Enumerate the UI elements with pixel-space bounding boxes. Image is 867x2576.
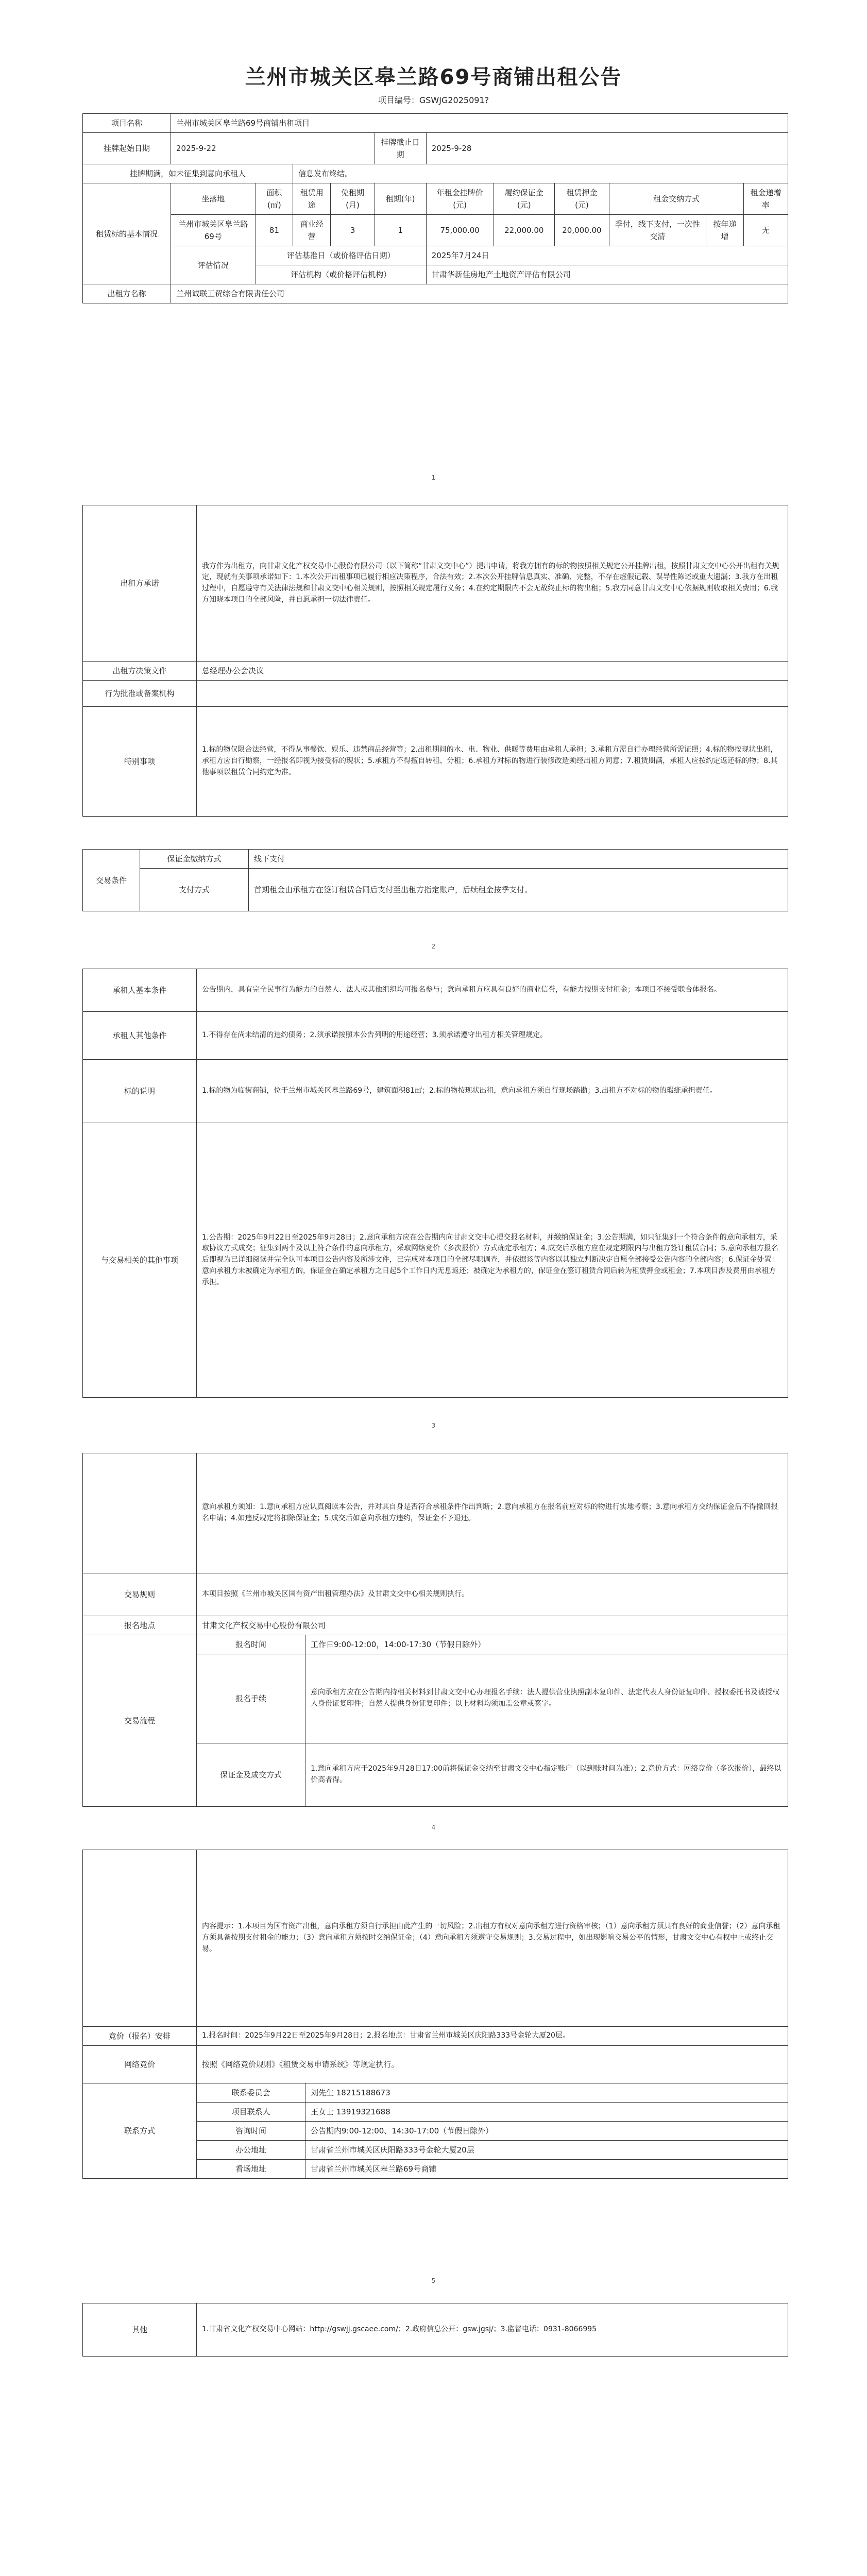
contact-item-value: 刘先生 18215188673 xyxy=(305,2083,788,2103)
page-number: 5 xyxy=(431,2277,436,2284)
lessee-other-text: 1.不得存在尚未结清的违约债务；2.须承诺按照本公告列明的用途经营；3.须承诺遵守出租方相关管理规定。 xyxy=(197,1012,788,1060)
eval-org-value: 甘肃华新佳房地产土地资产评估有限公司 xyxy=(426,265,788,284)
listing-end-value: 2025-9-28 xyxy=(426,133,788,164)
other-table xyxy=(82,2303,788,2357)
online-bid-text: 按照《网络竞价规则》《租赁交易申请系统》等规定执行。 xyxy=(197,2046,788,2083)
project-name-value: 兰州市城关区皋兰路69号商铺出租项目 xyxy=(171,114,788,133)
deposit-method-value: 线下支付 xyxy=(249,850,788,869)
asset-cell: 商业经营 xyxy=(293,215,331,246)
decision-doc-value: 总经理办公会决议 xyxy=(197,662,788,681)
special-items-label: 特别事项 xyxy=(83,707,197,817)
asset-note-label: 标的说明 xyxy=(83,1060,197,1123)
trade-process-label: 交易流程 xyxy=(83,1635,197,1807)
lessee-basic-label: 承租人基本条件 xyxy=(83,969,197,1012)
asset-header: 免租期(月) xyxy=(331,183,375,215)
payment-method-value: 首期租金由承租方在签订租赁合同后支付至出租方指定账户，后续租金按季支付。 xyxy=(249,869,788,911)
approval-org-label: 行为批准或备案机构 xyxy=(83,681,197,707)
approval-org-value xyxy=(197,681,788,707)
listing-start-label: 挂牌起始日期 xyxy=(83,133,171,164)
asset-header: 面积(㎡) xyxy=(256,183,293,215)
deposit-method-label: 保证金缴纳方式 xyxy=(140,850,249,869)
lessee-basic-text: 公告期内，具有完全民事行为能力的自然人、法人或其他组织均可报名参与；意向承租方应具有良好的商业信誉，有能力按期支付租金；本项目不接受联合体报名。 xyxy=(197,969,788,1012)
trade-conditions-label: 交易条件 xyxy=(83,850,140,911)
other-matters-text: 1.公告期：2025年9月22日至2025年9月28日；2.意向承租方应在公告期内向甘肃文交中心提交报名材料，并缴纳保证金；3.公告期满，如只征集到一个符合条件的意向承租方，采取协议方式成交；征集到两个及以上符合条件的意向承租方，采取网络竞价（多次报价）方式确定承租方；4.成交后承租方应在规定期限内与出租方签订租赁合同；5.意向承租方报名后即视为已详细阅读并完全认可本项目公告内容及所涉文件，已完成对本项目的全部尽职调查，并依据该等内容以其独立判断决定自愿全部接受公告内容的全部内容；6.保证金处置：意向承租方未被确定为承租方的，保证金在确定承租方之日起5个工作日内无息返还；被确定为承租方的，保证金在签订租赁合同后转为租赁押金或租金；7.本项目涉及费用由承租方承担。 xyxy=(197,1123,788,1398)
commitment-label: 出租方承诺 xyxy=(83,505,197,662)
signup-place-value: 甘肃文化产权交易中心股份有限公司 xyxy=(197,1616,788,1635)
asset-cell: 81 xyxy=(256,215,293,246)
trade-rules-text: 本项目按照《兰州市城关区国有资产出租管理办法》及甘肃文交中心相关规则执行。 xyxy=(197,1573,788,1616)
page-number: 4 xyxy=(431,1824,436,1831)
asset-header: 租金交纳方式 xyxy=(609,183,743,215)
other-text: 1.甘肃省文化产权交易中心网站：http://gswjj.gscaee.com/；2.政府信息公开：gsw.jgsj/；3.监督电话：0931-8066995 xyxy=(197,2303,788,2357)
page-number: 1 xyxy=(431,474,436,481)
signup-procedure-label: 报名手续 xyxy=(197,1654,305,1743)
contact-label: 联系方式 xyxy=(83,2083,197,2179)
signup-time-value: 工作日9:00-12:00，14:00-17:30（节假日除外） xyxy=(305,1635,788,1654)
asset-cell: 1 xyxy=(375,215,426,246)
project-number: 项目编号：GSWJG2025091? xyxy=(378,95,489,105)
page-number: 3 xyxy=(431,1422,436,1429)
special-items-text: 1.标的物仅限合法经营，不得从事餐饮、娱乐、违禁商品经营等；2.出租期间的水、电、物业、供暖等费用由承租人承担；3.承租方需自行办理经营所需证照；4.标的物按现状出租，承租方应自行勘察，一经报名即视为接受标的现状；5.承租方不得擅自转租、分租；6.承租方对标的物进行装修改造须经出租方同意；7.租赁期满，承租人应按约定返还标的物；8.其他事项以租赁合同约定为准。 xyxy=(197,707,788,817)
contact-item-label: 办公地址 xyxy=(197,2141,305,2160)
eval-label: 评估情况 xyxy=(171,246,256,284)
asset-note-text: 1.标的物为临街商铺，位于兰州市城关区皋兰路69号，建筑面积81㎡；2.标的物按现状出租，意向承租方须自行现场踏勘；3.出租方不对标的物的瑕疵承担责任。 xyxy=(197,1060,788,1123)
page-number: 2 xyxy=(431,943,436,950)
project-name-label: 项目名称 xyxy=(83,114,171,133)
signup-time-label: 报名时间 xyxy=(197,1635,305,1654)
asset-header: 坐落地 xyxy=(171,183,256,215)
bidding-schedule-label: 竞价（报名）安排 xyxy=(83,2027,197,2046)
bidding-schedule-text: 1.报名时间：2025年9月22日至2025年9月28日；2.报名地点：甘肃省兰州市城关区庆阳路333号金轮大厦20层。 xyxy=(197,2027,788,2046)
expiry-note-label: 挂牌期满，如未征集到意向承租人 xyxy=(83,164,293,183)
contact-item-label: 联系委员会 xyxy=(197,2083,305,2103)
page-title: 兰州市城关区皋兰路69号商铺出租公告 xyxy=(245,65,622,89)
asset-cell: 20,000.00 xyxy=(554,215,609,246)
eval-date-value: 2025年7月24日 xyxy=(426,246,788,265)
contact-item-label: 看场地址 xyxy=(197,2160,305,2179)
lessee-notice-text: 意向承租方须知：1.意向承租方应认真阅读本公告，并对其自身是否符合承租条件作出判断；2.意向承租方在报名前应对标的物进行实地考察；3.意向承租方交纳保证金后不得撤回报名申请；4.如违反规定将扣除保证金；5.成交后如意向承租方违约，保证金不予退还。 xyxy=(197,1453,788,1573)
asset-cell: 兰州市城关区皋兰路69号 xyxy=(171,215,256,246)
listing-end-label: 挂牌截止日期 xyxy=(375,133,426,164)
trade-rules-table xyxy=(82,1453,788,1807)
other-matters-label: 与交易相关的其他事项 xyxy=(83,1123,197,1398)
asset-cell: 无 xyxy=(744,215,788,246)
asset-cell: 季付，线下支付，一次性交清 xyxy=(609,215,706,246)
asset-header: 租赁用途 xyxy=(293,183,331,215)
expiry-note-value: 信息发布终结。 xyxy=(293,164,788,183)
contact-item-value: 甘肃省兰州市城关区皋兰路69号商铺 xyxy=(305,2160,788,2179)
eval-org-label: 评估机构（或价格评估机构） xyxy=(256,265,426,284)
payment-method-label: 支付方式 xyxy=(140,869,249,911)
lessor-value: 兰州诚联工贸综合有限责任公司 xyxy=(171,284,788,303)
lessee-conditions-table xyxy=(82,969,788,1398)
bidding-contact-table xyxy=(82,1850,788,2179)
asset-cell: 3 xyxy=(331,215,375,246)
asset-header: 租期(年) xyxy=(375,183,426,215)
trade-conditions-table xyxy=(82,849,788,911)
asset-header: 年租金挂牌价(元) xyxy=(426,183,494,215)
asset-header: 租金递增率 xyxy=(744,183,788,215)
online-bid-label: 网络竞价 xyxy=(83,2046,197,2083)
contact-item-label: 项目联系人 xyxy=(197,2103,305,2122)
basic-info-table xyxy=(82,113,788,303)
deposit-deal-label: 保证金及成交方式 xyxy=(197,1743,305,1807)
asset-cell: 按年递增 xyxy=(706,215,743,246)
asset-label: 租赁标的基本情况 xyxy=(83,183,171,284)
contact-item-value: 公告期内9:00-12:00、14:30-17:00（节假日除外） xyxy=(305,2122,788,2141)
contact-item-value: 甘肃省兰州市城关区庆阳路333号金轮大厦20层 xyxy=(305,2141,788,2160)
asset-header: 租赁押金(元) xyxy=(554,183,609,215)
notice-text: 内容提示：1.本项目为国有资产出租，意向承租方须自行承担由此产生的一切风险；2.出租方有权对意向承租方进行资格审核；（1）意向承租方须具有良好的商业信誉；（2）意向承租方须具备按期支付租金的能力；（3）意向承租方须按时交纳保证金；（4）意向承租方须遵守交易规则；3.交易过程中，如出现影响交易公平的情形，甘肃文交中心有权中止或终止交易。 xyxy=(197,1850,788,2027)
lessor-label: 出租方名称 xyxy=(83,284,171,303)
asset-cell: 75,000.00 xyxy=(426,215,494,246)
contact-item-label: 咨询时间 xyxy=(197,2122,305,2141)
asset-header: 履约保证金(元) xyxy=(494,183,554,215)
commitment-text: 我方作为出租方，向甘肃文化产权交易中心股份有限公司（以下简称“甘肃文交中心”）提出申请，将我方拥有的标的物按照相关规定公开挂牌出租，按照甘肃文交中心公开出租有关规定，现就有关事项承诺如下：1.本次公开出租事项已履行相应决策程序，合法有效；2.本次公开挂牌信息真实、准确、完整，不存在虚假记载、误导性陈述或重大遗漏；3.我方在出租过程中，自愿遵守有关法律法规和甘肃文交中心相关规则，按照相关规定履行义务；4.在约定期限内不会无故终止标的物出租；5.我方同意甘肃文交中心依据规则收取相关费用；6.我方知晓本项目的全部风险，并自愿承担一切法律责任。 xyxy=(197,505,788,662)
eval-date-label: 评估基准日（或价格评估日期） xyxy=(256,246,426,265)
deposit-deal-text: 1.意向承租方应于2025年9月28日17:00前将保证金交纳至甘肃文交中心指定账户（以到账时间为准）；2.竞价方式：网络竞价（多次报价），最终以价高者得。 xyxy=(305,1743,788,1807)
other-label: 其他 xyxy=(83,2303,197,2357)
contact-item-value: 王女士 13919321688 xyxy=(305,2103,788,2122)
asset-cell: 22,000.00 xyxy=(494,215,554,246)
lessee-other-label: 承租人其他条件 xyxy=(83,1012,197,1060)
lessor-commitment-table xyxy=(82,505,788,817)
listing-start-value: 2025-9-22 xyxy=(171,133,375,164)
trade-rules-label: 交易规则 xyxy=(83,1573,197,1616)
signup-procedure-text: 意向承租方应在公告期内持相关材料到甘肃文交中心办理报名手续：法人提供营业执照副本复印件、法定代表人身份证复印件、授权委托书及被授权人身份证复印件；自然人提供身份证复印件；以上材料均须加盖公章或签字。 xyxy=(305,1654,788,1743)
decision-doc-label: 出租方决策文件 xyxy=(83,662,197,681)
signup-place-label: 报名地点 xyxy=(83,1616,197,1635)
